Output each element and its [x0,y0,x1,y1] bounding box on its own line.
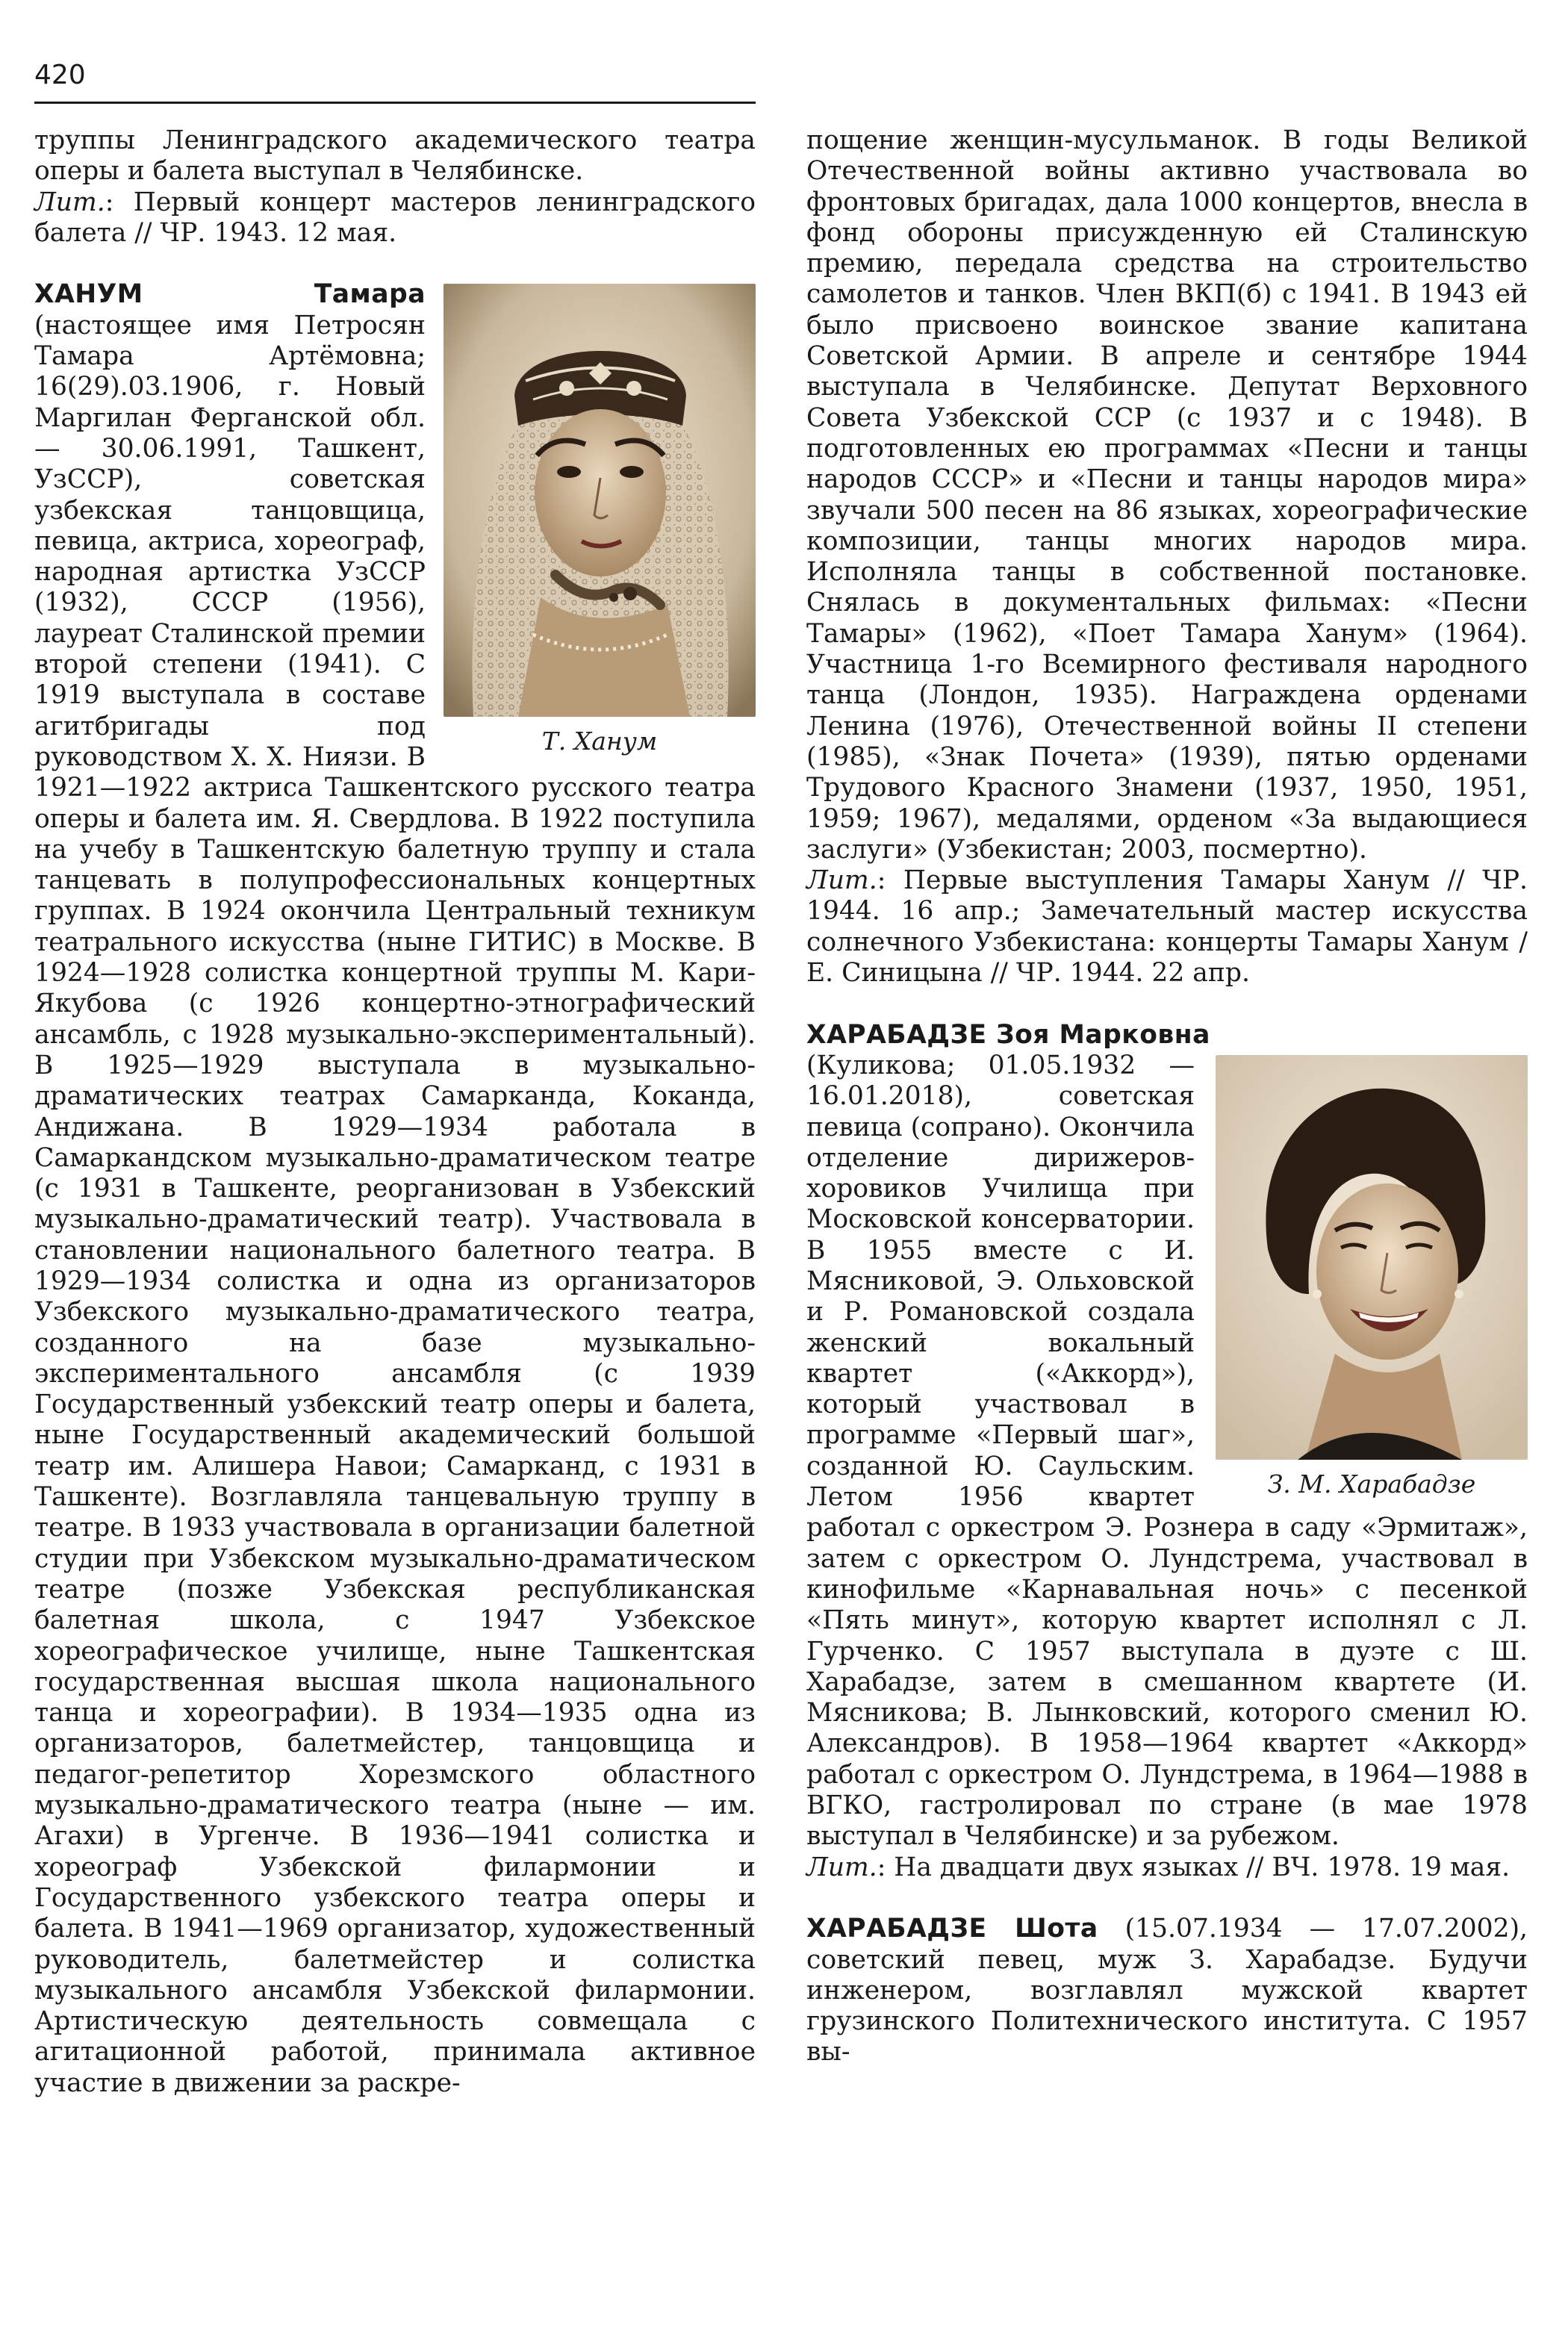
entry-body-kharabadze-shota: (15.07.1934 — 17.07.2002), советский певец, муж З. Харабадзе. Будучи инженером, возглавлял мужской квартет грузинского Политехнического института. С 1957 вы- [806,1914,1528,2068]
kharabadze-zoya-literature [806,1852,1528,1883]
khanum-continued-text: пощение женщин-мусульманок. В годы Великой Отечественной войны активно участвовала во фронтовых бригадах, дала 1000 концертов, внесла в фонд обороны присужденную ей Сталинскую премию, передала средства на строительство самолетов и танков. Член ВКП(б) с 1941. В 1943 ей было присвоено воинское звание капитана Советской Армии. В апреле и сентябре 1944 выступала в Челябинске. Депутат Верховного Совета Узбекской ССР (с 1937 и с 1948). В подготовленных ею программах «Песни и танцы народов СССР» и «Песни и танцы народов мира» звучали 500 песен на 86 языках, хореографические композиции, танцы многих народов мира. Исполняла танцы в собственной постановке. Снялась в документальных фильмах: «Песни Тамары» (1962), «Поет Тамара Ханум» (1964). Участница 1-го Всемирного фестиваля народного танца (Лондон, 1935). Награждена орденами Ленина (1976), Отечественной войны II степени (1985), «Знак Почета» (1939), пятью орденами Трудового Красного Знамени (1937, 1950, 1951, 1959; 1967), медалями, орденом «За выдающиеся заслуги» (Узбекистан; 2003, посмертно). [806,125,1528,865]
entry-kharabadze-shota [806,1914,1528,2068]
khanum-continued-paragraph [806,125,1528,865]
khanum-photo-caption: Т. Ханум [541,727,658,756]
lit-label: Лит. [806,865,877,896]
continuation-text: труппы Ленинградского академического театра оперы и балета выступал в Челябинске. [34,125,756,187]
continuation-paragraph [34,125,756,187]
khanum-figure [444,284,756,772]
continuation-literature [34,187,756,249]
khanum-photo [444,284,756,717]
header-rule [34,102,756,104]
entry-body-kharabadze-zoya: (Куликова; 01.05.1932 — 16.01.2018), советская певица (сопрано). Окончила отделение дирижеров-хоровиков Училища при Московской консерватории. В 1955 вместе с И. Мясниковой, Э. Ольховской и Р. Романовской создала женский вокальный квартет («Аккорд»), который участвовал в программе «Первый шаг», созданной Ю. Саульским. Летом 1956 квартет работал с оркестром Э. Рознера в саду «Эрмитаж», затем с оркестром О. Лундстрема, участвовал в кинофильме «Карнавальная ночь» с песенкой «Пять минут», которую квартет исполнял с Л. Гурченко. С 1957 выступала в дуэте с Ш. Харабадзе, затем в смешанном квартете (И. Мясникова; В. Лынковский, которого сменил Ю. Александров). В 1958—1964 квартет «Аккорд» работал с оркестром О. Лундстрема, в 1964—1988 в ВГКО, гастролировал по стране (в мае 1978 выступал в Челябинске) и за рубежом. [806,1050,1528,1852]
entry-heading-khanum: ХАНУМ Тамара [34,279,426,310]
kharabadze-figure [1216,1055,1528,1497]
left-column [34,125,756,2099]
lit-label: Лит. [34,187,105,217]
lit-text: : На двадцати двух языках // ВЧ. 1978. 19 мая. [877,1852,1511,1882]
page-number: 420 [34,60,86,90]
right-column [806,125,1528,2068]
khanum-literature [806,865,1528,989]
entry-body-khanum: (настоящее имя Петросян Тамара Артёмовна; 16(29).03.1906, г. Новый Маргилан Ферганской обл. — 30.06.1991, Ташкент, УзССР), советская узбекская танцовщица, певица, актриса, хореограф, народная артистка УзССР (1932), СССР (1956), лауреат Сталинской премии второй степени (1941). С 1919 выступала в составе агитбригады под руководством Х. Х. Ниязи. В 1921—1922 актриса Ташкентского русского театра оперы и балета им. Я. Свердлова. В 1922 поступила на учебу в Ташкентскую балетную труппу и стала танцевать в полупрофессиональных концертных группах. В 1924 окончила Центральный техникум театрального искусства (ныне ГИТИС) в Москве. В 1924—1928 солистка концертной труппы М. Кари-Якубова (с 1926 концертно-этнографический ансамбль, с 1928 музыкально-экспериментальный). В 1925—1929 выступала в музыкально-драматических театрах Самарканда, Коканда, Андижана. В 1929—1934 работала в Самаркандском музыкально-драматическом театре (с 1931 в Ташкенте, реорганизован в Узбекский музыкально-драматический театр). Участвовала в становлении национального балетного театра. В 1929—1934 солистка и одна из организаторов Узбекского музыкально-драматического театра, созданного на базе музыкально-экспериментального ансамбля (с 1939 Государственный узбекский театр оперы и балета, ныне Государственный академический большой театр им. Алишера Навои; Самарканд, с 1931 в Ташкенте). Возглавляла танцевальную труппу в театре. В 1933 участвовала в организации балетной студии при Узбекском музыкально-драматическом театре (позже Узбекская республиканская балетная школа, с 1947 Узбекское хореографическое училище, ныне Ташкентская государственная высшая школа национального танца и хореографии). В 1934—1935 одна из организаторов, балетмейстер, танцовщица и педагог-репетитор Хорезмского областного музыкально-драматического театра (ныне — им. Агахи) в Ургенче. В 1936—1941 солистка и хореограф Узбекской филармонии и Государственного узбекского театра оперы и балета. В 1941—1969 организатор, художественный руководитель, балетмейстер и солистка музыкального ансамбля Узбекской филармонии. Артистическую деятельность совмещала с агитационной работой, принимала активное участие в движении за раскре- [34,310,756,2098]
entry-kharabadze-zoya [806,1020,1528,1051]
entry-heading-kharabadze-shota: ХАРАБАДЗЕ Шота [806,1914,1098,1944]
lit-text: : Первые выступления Тамары Ханум // ЧР. 1944. 16 апр.; Замечательный мастер искусства солнечного Узбекистана: концерты Тамары Ханум / Е. Синицына // ЧР. 1944. 22 апр. [806,865,1528,989]
kharabadze-photo [1216,1055,1528,1460]
entry-heading-kharabadze-zoya: ХАРАБАДЗЕ Зоя Марковна [806,1019,1210,1050]
lit-text: : Первый концерт мастеров ленинградского балета // ЧР. 1943. 12 мая. [34,187,756,248]
lit-label: Лит. [806,1852,877,1882]
kharabadze-photo-caption: З. М. Харабадзе [1267,1469,1476,1499]
